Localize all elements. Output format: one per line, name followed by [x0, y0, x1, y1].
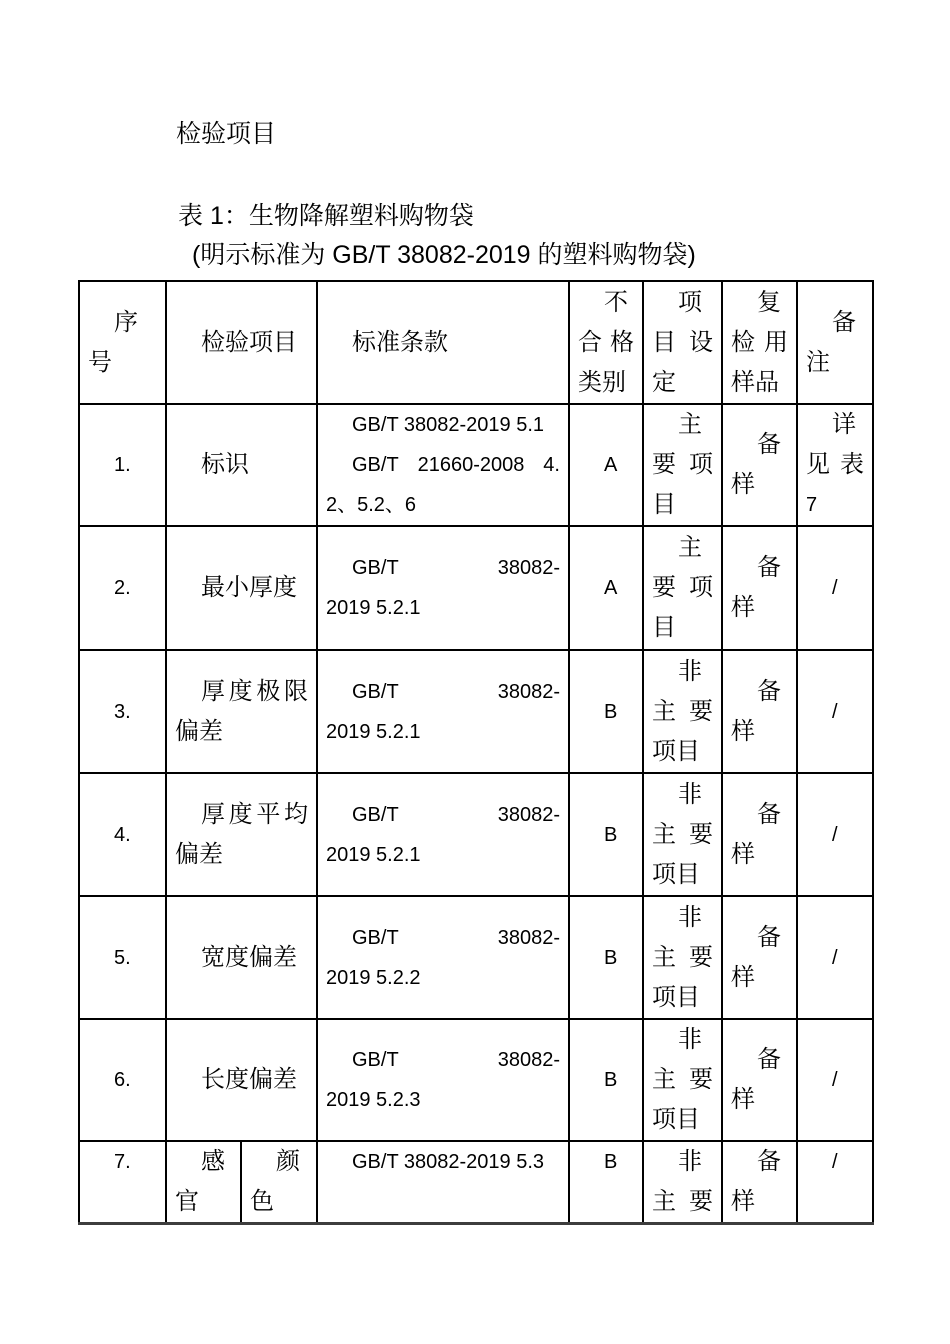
table-cell [569, 896, 643, 1019]
cell-line-segment: 极 [256, 677, 281, 705]
cell-line: 长度偏差 [201, 1066, 297, 1093]
cell-line-segment: 要 [652, 451, 676, 478]
cell-line-segment: 主 [652, 943, 676, 971]
cell-line-segment: 要 [689, 1066, 713, 1093]
table-cell [569, 650, 643, 773]
cell-line-segment: 要 [652, 574, 676, 601]
cell-line: 7 [806, 494, 818, 516]
table-cell [643, 650, 722, 773]
cell-line: 2019 5.2.1 [326, 720, 421, 743]
table-cell [166, 773, 317, 896]
cell-line [652, 692, 713, 732]
cell-line-segment: 目 [652, 328, 676, 356]
cell-line: 4. [114, 823, 131, 846]
cell-line-segment: 项 [689, 574, 713, 601]
cell-line: 备 [757, 923, 781, 951]
table-header-row [79, 281, 873, 404]
table-cell [722, 650, 797, 773]
table-cell [166, 896, 317, 1019]
table-cell [569, 1141, 643, 1224]
cell-line: 不 [604, 288, 628, 316]
cell-line: / [832, 700, 838, 723]
table-cell [643, 404, 722, 526]
table-cell [722, 1019, 797, 1141]
cell-line: A [604, 577, 618, 599]
cell-line [652, 815, 713, 855]
cell-line: 非 [678, 780, 702, 808]
cell-line: 标识 [201, 451, 249, 478]
section-heading: 检验项目 [176, 120, 277, 148]
table-cell [79, 896, 166, 1019]
cell-line-segment: 主 [652, 820, 676, 848]
cell-line-segment: 度 [228, 800, 253, 828]
cell-line: 2. [114, 577, 131, 599]
cell-line: 项目 [652, 737, 700, 765]
table-cell [166, 526, 317, 650]
cell-line-segment: 要 [689, 943, 713, 971]
cell-line: 序 [114, 308, 138, 336]
cell-line: 偏差 [175, 717, 223, 745]
cell-line-segment: 均 [283, 800, 308, 828]
cell-line: 非 [678, 657, 702, 685]
cell-line-segment: 见 [806, 451, 830, 478]
cell-line: 样 [731, 471, 755, 498]
cell-line: 样 [731, 717, 755, 745]
cell-line: / [832, 946, 838, 969]
cell-line: 备 [757, 800, 781, 828]
cell-line [326, 672, 560, 712]
cell-line [326, 795, 560, 835]
cell-line: 类别 [578, 368, 626, 396]
cell-line: 2019 5.2.2 [326, 966, 421, 989]
cell-line: 2019 5.2.3 [326, 1089, 421, 1111]
cell-line: 号 [88, 348, 112, 376]
table-cell [643, 773, 722, 896]
cell-line-segment: 检 [731, 328, 755, 356]
table-row [79, 1019, 873, 1141]
cell-line: 2、5.2、6 [326, 494, 417, 516]
cell-line: 主 [678, 411, 702, 438]
cell-line: 感 [201, 1148, 225, 1175]
cell-line-segment: 格 [610, 328, 634, 356]
cell-line-segment: 38082- [497, 803, 560, 826]
cell-line: / [832, 577, 838, 599]
cell-line [806, 445, 864, 485]
table-cell [643, 526, 722, 650]
cell-line-segment: 38082- [497, 926, 560, 949]
cell-line-segment: GB/T [352, 926, 399, 949]
cell-line: 官 [175, 1188, 199, 1215]
cell-line [326, 548, 560, 588]
table-cell [79, 404, 166, 526]
table-row [79, 650, 873, 773]
cell-line [175, 795, 308, 835]
col-seq-no [79, 281, 166, 404]
cell-line [578, 323, 634, 363]
table-cell [797, 1019, 873, 1141]
table-cell [317, 404, 569, 526]
cell-line-segment: GB/T [352, 803, 399, 826]
cell-line: 样 [731, 840, 755, 868]
cell-line [652, 445, 713, 485]
table-row [79, 896, 873, 1019]
cell-line-segment: GB/T [352, 1049, 399, 1071]
cell-line: GB/T 38082-2019 5.1 [352, 414, 544, 436]
table-cell [166, 1141, 241, 1224]
col-recheck-sample [722, 281, 797, 404]
table-cell [166, 650, 317, 773]
cell-line-segment: 主 [652, 697, 676, 725]
cell-line: 项 [678, 288, 702, 316]
table-cell [79, 526, 166, 650]
table-row [79, 773, 873, 896]
cell-line: / [832, 1069, 838, 1091]
cell-line [652, 1182, 713, 1222]
cell-line-segment: 厚 [201, 677, 225, 705]
col-inspection-item [166, 281, 317, 404]
cell-line: 最小厚度 [201, 574, 297, 601]
table-cell [569, 404, 643, 526]
table-cell [79, 1141, 166, 1224]
table-cell [317, 526, 569, 650]
cell-line: 样 [731, 1086, 755, 1113]
table-cell [643, 1019, 722, 1141]
table-cell [722, 526, 797, 650]
table-title: 表 1：生物降解塑料购物袋 [178, 202, 474, 230]
cell-line: 颜 [276, 1148, 300, 1175]
cell-line: 非 [678, 1026, 702, 1053]
table-cell [317, 1141, 569, 1224]
table-cell [166, 404, 317, 526]
table-cell [722, 1141, 797, 1224]
cell-line: B [604, 700, 618, 723]
cell-line-segment: 项 [689, 451, 713, 478]
table-cell [317, 773, 569, 896]
cell-line [731, 323, 788, 363]
cell-line: 备 [757, 677, 781, 705]
cell-line-segment: 要 [689, 820, 713, 848]
cell-line: B [604, 1151, 618, 1173]
cell-line: 检验项目 [201, 328, 297, 356]
cell-line-segment: 主 [652, 1188, 676, 1215]
table-body [79, 281, 873, 1224]
col-nonconformity-class [569, 281, 643, 404]
cell-line: 备 [757, 431, 781, 458]
table-cell [79, 773, 166, 896]
cell-line: 项目 [652, 983, 700, 1011]
table-row [79, 1141, 873, 1224]
cell-line: 复 [757, 288, 781, 316]
cell-line: 目 [652, 614, 676, 641]
cell-line-segment: 要 [689, 1188, 713, 1215]
cell-line-segment: 用 [764, 328, 788, 356]
cell-line: GB/T 38082-2019 5.3 [352, 1151, 544, 1173]
table-cell [643, 1141, 722, 1224]
col-remarks [797, 281, 873, 404]
cell-line: 注 [806, 348, 830, 376]
cell-line-segment: GB/T [352, 680, 399, 703]
cell-line: 样品 [731, 368, 779, 396]
cell-line: 备 [757, 1046, 781, 1073]
cell-line: B [604, 946, 618, 969]
cell-line [326, 1040, 560, 1080]
cell-line [652, 323, 713, 363]
table-cell [79, 650, 166, 773]
cell-line [326, 445, 560, 485]
cell-line: 3. [114, 700, 131, 723]
table-row [79, 404, 873, 526]
table-cell [317, 1019, 569, 1141]
cell-line-segment: 度 [228, 677, 253, 705]
col-standard-clause [317, 281, 569, 404]
cell-line: A [604, 454, 618, 476]
cell-line: 宽度偏差 [201, 943, 297, 971]
cell-line: 主 [678, 534, 702, 561]
cell-line: 标准条款 [352, 328, 448, 356]
table-cell [797, 650, 873, 773]
table-cell [797, 404, 873, 526]
cell-line [652, 568, 713, 608]
table-cell [797, 773, 873, 896]
cell-line-segment: 限 [283, 677, 308, 705]
cell-line: 2019 5.2.1 [326, 597, 421, 619]
cell-line [175, 672, 308, 712]
cell-line-segment: 设 [689, 328, 713, 356]
cell-line-segment: 要 [689, 697, 713, 725]
cell-line-segment: 38082- [497, 1049, 560, 1071]
table-cell [569, 773, 643, 896]
cell-line [652, 938, 713, 978]
cell-line: 5. [114, 946, 131, 969]
cell-line: B [604, 823, 618, 846]
cell-line: 2019 5.2.1 [326, 843, 421, 866]
table-subtitle: (明示标准为 GB/T 38082-2019 的塑料购物袋) [192, 241, 696, 269]
table-cell [79, 1019, 166, 1141]
col-item-setting [643, 281, 722, 404]
cell-line: 目 [652, 491, 676, 518]
table-cell [317, 650, 569, 773]
inspection-items-table [78, 280, 874, 1225]
cell-line: 备 [757, 554, 781, 581]
cell-line-segment: 厚 [201, 800, 225, 828]
cell-line: 非 [678, 1148, 702, 1175]
cell-line: 项目 [652, 1106, 700, 1133]
cell-line: 6. [114, 1069, 131, 1091]
cell-line-segment: 主 [652, 1066, 676, 1093]
cell-line-segment: 合 [578, 328, 602, 356]
table-cell [643, 896, 722, 1019]
cell-line-segment: 21660-2008 [417, 454, 525, 476]
cell-line: 色 [250, 1188, 274, 1215]
cell-line: / [832, 1151, 838, 1173]
cell-line: 样 [731, 963, 755, 991]
cell-line: 1. [114, 454, 131, 476]
cell-line-segment: 表 [840, 451, 864, 478]
cell-line: B [604, 1069, 618, 1091]
cell-line-segment: GB/T [352, 557, 399, 579]
table-cell [166, 1019, 317, 1141]
cell-line-segment: 4. [543, 454, 560, 476]
cell-line: 偏差 [175, 840, 223, 868]
table-cell [317, 896, 569, 1019]
cell-line-segment: 平 [256, 800, 281, 828]
cell-line: 7. [114, 1151, 131, 1173]
cell-line: / [832, 823, 838, 846]
cell-line: 详 [832, 411, 856, 438]
table-cell [241, 1141, 317, 1224]
cell-line: 样 [731, 594, 755, 621]
cell-line [326, 918, 560, 958]
table-cell [797, 526, 873, 650]
cell-line [652, 1060, 713, 1100]
table-cell [569, 526, 643, 650]
table-cell [722, 404, 797, 526]
table-cell [569, 1019, 643, 1141]
cell-line-segment: 38082- [497, 557, 560, 579]
table-cell [722, 896, 797, 1019]
cell-line: 备 [832, 308, 856, 336]
table-cell [797, 1141, 873, 1224]
table-row [79, 526, 873, 650]
cell-line-segment: 38082- [497, 680, 560, 703]
cell-line-segment: GB/T [352, 454, 399, 476]
table-cell [797, 896, 873, 1019]
cell-line: 定 [652, 368, 676, 396]
cell-line: 样 [731, 1188, 755, 1215]
table-cell [722, 773, 797, 896]
cell-line: 项目 [652, 860, 700, 888]
cell-line: 备 [757, 1148, 781, 1175]
cell-line: 非 [678, 903, 702, 931]
